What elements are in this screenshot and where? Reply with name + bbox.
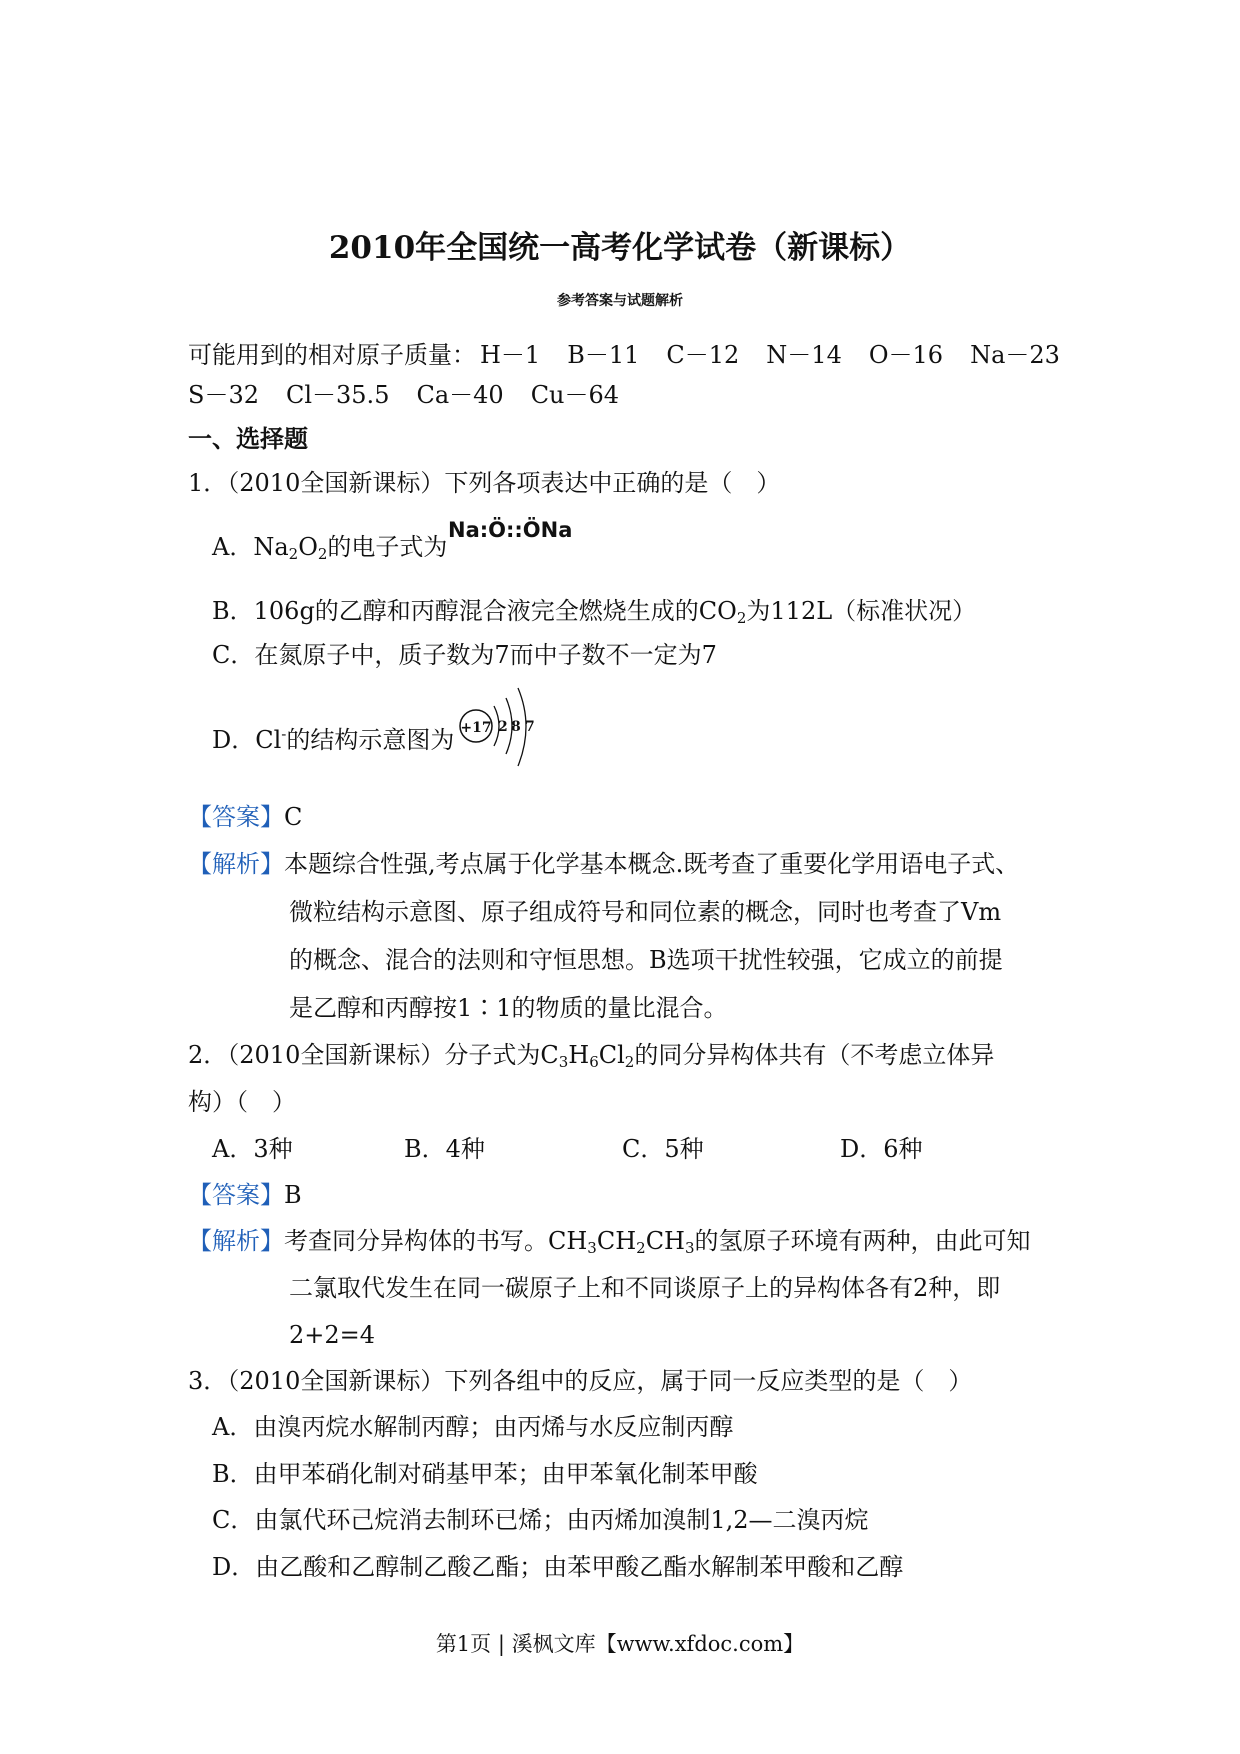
atomic-mass-item: B－11: [567, 341, 640, 369]
q3-option-d: D．由乙酸和乙醇制乙酸乙酯；由苯甲酸乙酯水解制苯甲酸和乙醇: [212, 1553, 904, 1581]
page-title: 2010年全国统一高考化学试卷（新课标）: [328, 230, 912, 266]
q2-option-a: A．3种: [212, 1135, 293, 1163]
q1-analysis-line-4: 是乙醇和丙醇按1∶1的物质的量比混合。: [289, 994, 728, 1022]
page-subtitle: 参考答案与试题解析: [557, 293, 683, 309]
atomic-mass-line-1: [188, 338, 1060, 372]
q2-stem-line-1: 2．（2010全国新课标）分子式为$C_3H_6Cl_2$的同分异构体共有（不考虑立体异: [188, 1041, 995, 1071]
atomic-mass-item: O－16: [868, 341, 944, 369]
analysis-tag: 【解析】: [188, 1227, 284, 1255]
q1-analysis-line-1: 【解析】本题综合性强,考点属于化学基本概念.既考查了重要化学用语电子式、: [188, 850, 1020, 878]
q1-option-c: C．在氮原子中，质子数为7而中子数不一定为7: [212, 641, 717, 669]
q1-analysis-line-2: 微粒结构示意图、原子组成符号和同位素的概念，同时也考查了Vm: [289, 898, 1002, 926]
analysis-tag: 【解析】: [188, 850, 284, 878]
q2-option-c: C．5种: [622, 1135, 704, 1163]
q2-option-d: D．6种: [840, 1135, 923, 1163]
q3-option-c: C．由氯代环己烷消去制环已烯；由丙烯加溴制1,2—二溴丙烷: [212, 1506, 869, 1534]
answer-value: C: [284, 803, 303, 831]
atomic-mass-item: N－14: [766, 341, 842, 369]
atomic-mass-item: H－1: [480, 341, 541, 369]
q1-answer: [188, 800, 302, 834]
answer-tag: 【答案】: [188, 1181, 284, 1209]
atomic-mass-item: Cl－35.5: [285, 381, 390, 409]
atomic-mass-item: S－32: [188, 381, 259, 409]
atomic-mass-item: Na－23: [970, 341, 1060, 369]
section-heading: 一、选择题: [188, 424, 308, 453]
page-footer: 第1页 | 溪枫文库【www.xfdoc.com】: [435, 1632, 805, 1656]
q2-analysis-line-1: 【解析】考查同分异构体的书写。$CH_3CH_2CH_3$的氢原子环境有两种，由此可知: [188, 1227, 1031, 1257]
atomic-structure-diagram: [458, 684, 542, 772]
atomic-mass-item: C－12: [666, 341, 740, 369]
electron-formula-image: Na:Ö::ÖNa: [448, 518, 573, 542]
q1-option-b: B．106g的乙醇和丙醇混合液完全燃烧生成的$CO_2$为112L（标准状况）: [212, 597, 977, 627]
q3-stem: 3．（2010全国新课标）下列各组中的反应，属于同一反应类型的是（ ）: [188, 1367, 973, 1395]
atomic-mass-label: 可能用到的相对原子质量：: [188, 341, 476, 369]
nucleus-charge: +17: [460, 720, 492, 736]
q1-option-a: A．$Na_2O_2$的电子式为: [212, 533, 448, 563]
shell-electron-count: 8: [511, 719, 521, 735]
q2-analysis-line-2: 二氯取代发生在同一碳原子上和不同谈原子上的异构体各有2种，即: [289, 1274, 1001, 1302]
answer-tag: 【答案】: [188, 803, 284, 831]
q1-stem: 1．（2010全国新课标）下列各项表达中正确的是（ ）: [188, 469, 781, 497]
q2-analysis-line-3: 2+2=4: [289, 1321, 376, 1349]
q1-analysis-line-3: 的概念、混合的法则和守恒思想。B选项干扰性较强，它成立的前提: [289, 946, 1003, 974]
shell-electron-count: 7: [525, 719, 535, 735]
q1-option-d: D．Cl-的结构示意图为: [212, 725, 455, 754]
atomic-mass-item: Cu－64: [530, 381, 620, 409]
q2-option-b: B．4种: [404, 1135, 485, 1163]
atomic-mass-line-2: [188, 378, 646, 412]
answer-value: B: [284, 1181, 302, 1209]
shell-electron-count: 2: [498, 719, 508, 735]
q2-answer: [188, 1178, 302, 1212]
atomic-mass-item: Ca－40: [416, 381, 504, 409]
q2-stem-line-2: 构）（ ）: [188, 1088, 296, 1116]
q3-option-a: A．由溴丙烷水解制丙醇；由丙烯与水反应制丙醇: [212, 1413, 734, 1441]
q3-option-b: B．由甲苯硝化制对硝基甲苯；由甲苯氧化制苯甲酸: [212, 1460, 758, 1488]
